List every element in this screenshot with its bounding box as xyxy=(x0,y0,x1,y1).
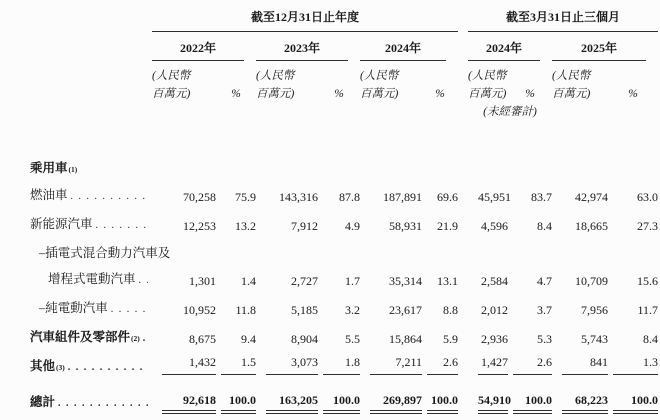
row-label-passenger-vehicles: 乘用車 xyxy=(30,161,68,175)
pct-symbol-2023: % xyxy=(334,88,344,100)
nev-q1-2025-amount: 18,665 xyxy=(575,219,609,233)
fuel-fy2022-pct: 75.9 xyxy=(235,190,256,204)
total-fy2024-pct: 100.0 xyxy=(427,393,458,411)
year-header-2024: 2024年 xyxy=(360,32,446,61)
row-passenger-vehicles: 乘用車 (1) xyxy=(30,161,78,175)
fuel-fy2022-amount: 70,258 xyxy=(183,190,216,204)
phev-fy2023-amount: 2,727 xyxy=(291,274,318,288)
phev-fy2024-pct: 13.1 xyxy=(437,274,459,288)
row-phev-erev xyxy=(30,234,658,289)
row-bev xyxy=(30,289,658,318)
year-header-2022: 2022年 xyxy=(152,32,244,61)
unit-rmb-2022: (人民幣 xyxy=(152,70,191,82)
bev-q1-2025-pct: 11.7 xyxy=(637,303,659,317)
row-label-fuel-vehicles: 燃油車 xyxy=(30,188,68,202)
parts-q1-2025-amount: 5,743 xyxy=(581,332,609,346)
fuel-fy2024-pct: 69.6 xyxy=(437,190,459,204)
fuel-q1-2025-amount: 42,974 xyxy=(575,190,609,204)
unit-millions-q1-2024: 百萬元) xyxy=(468,88,507,100)
nev-fy2023-amount: 7,912 xyxy=(291,219,318,233)
parts-fy2023-pct: 5.5 xyxy=(345,332,360,346)
year-header-q1-2024: 2024年 xyxy=(468,32,540,61)
nev-fy2024-amount: 58,931 xyxy=(389,219,422,233)
parts-fy2024-pct: 5.9 xyxy=(443,332,459,346)
row-label-phev-line1: –插電式混合動力汽車及 xyxy=(39,246,171,260)
row-auto-parts: 汽車組件及零部件 (2) . . . 8,675 9.4 8,904 5.5 15,864 5.9 2,936 5.3 5,743 8.4 xyxy=(30,318,658,347)
parts-fy2022-amount: 8,675 xyxy=(189,332,216,346)
bev-q1-2024-pct: 3.7 xyxy=(537,303,553,317)
section-title-annual: 截至12月31日止年度 xyxy=(152,6,458,32)
bev-fy2023-pct: 3.2 xyxy=(345,303,360,317)
others-q1-2025-amount: 841 xyxy=(562,355,608,375)
bev-fy2022-pct: 11.8 xyxy=(235,303,256,317)
phev-fy2024-amount: 35,314 xyxy=(389,274,422,288)
unit-rmb-q1-2025: (人民幣 xyxy=(552,70,591,82)
fuel-fy2023-pct: 87.8 xyxy=(339,190,360,204)
pct-symbol-q1-2025: % xyxy=(628,88,638,100)
bev-q1-2025-amount: 7,956 xyxy=(581,303,609,317)
nev-fy2024-pct: 21.9 xyxy=(437,219,459,233)
parts-q1-2024-pct: 5.3 xyxy=(537,332,553,346)
total-q1-2024-pct: 100.0 xyxy=(513,393,552,411)
parts-fy2024-amount: 15,864 xyxy=(389,332,422,346)
others-fy2024-pct: 2.6 xyxy=(427,355,458,375)
unit-rmb-q1-2024: (人民幣 xyxy=(468,70,507,82)
row-label-bev: –純電動汽車 xyxy=(39,301,108,315)
parts-q1-2025-pct: 8.4 xyxy=(643,332,659,346)
dot-leader xyxy=(71,188,148,204)
bev-fy2024-pct: 8.8 xyxy=(443,303,459,317)
row-label-auto-parts: 汽車組件及零部件 xyxy=(30,330,131,344)
phev-fy2023-pct: 1.7 xyxy=(345,274,360,288)
fuel-fy2023-amount: 143,316 xyxy=(279,190,318,204)
bev-fy2023-amount: 5,185 xyxy=(291,303,318,317)
section-title-quarterly: 截至3月31日止三個月 xyxy=(468,6,658,32)
unit-millions-2024: 百萬元) xyxy=(360,88,399,100)
phev-q1-2024-amount: 2,584 xyxy=(481,274,509,288)
others-q1-2024-pct: 2.6 xyxy=(513,355,552,375)
fuel-q1-2024-amount: 45,951 xyxy=(478,190,512,204)
unit-rmb-2024: (人民幣 xyxy=(360,70,399,82)
phev-fy2022-pct: 1.4 xyxy=(241,274,256,288)
revenue-breakdown-table xyxy=(30,6,658,412)
fuel-q1-2025-pct: 63.0 xyxy=(637,190,659,204)
row-fuel-vehicles xyxy=(30,176,658,205)
total-fy2024-amount: 269,897 xyxy=(370,393,422,411)
row-label-nev: 新能源汽車 xyxy=(30,217,93,231)
total-q1-2025-amount: 68,223 xyxy=(562,393,608,411)
others-q1-2025-pct: 1.3 xyxy=(613,355,658,375)
nev-fy2022-pct: 13.2 xyxy=(235,219,256,233)
total-fy2023-pct: 100.0 xyxy=(323,393,360,411)
pct-symbol-2022: % xyxy=(231,88,241,100)
others-fy2022-amount: 1,432 xyxy=(162,355,216,375)
unaudited-row xyxy=(30,101,658,119)
others-fy2023-pct: 1.8 xyxy=(323,355,360,375)
nev-q1-2025-pct: 27.3 xyxy=(637,219,659,233)
pct-symbol-2024: % xyxy=(435,88,445,100)
dot-leader xyxy=(96,217,148,233)
phev-fy2022-amount: 1,301 xyxy=(189,274,216,288)
others-fy2023-amount: 3,073 xyxy=(266,355,318,375)
dot-leader xyxy=(139,272,148,288)
bev-fy2022-amount: 10,952 xyxy=(183,303,216,317)
row-label-others: 其他 xyxy=(30,359,56,373)
row-nev xyxy=(30,205,658,234)
unit-millions-2022: 百萬元) xyxy=(152,88,191,100)
parts-fy2022-pct: 9.4 xyxy=(241,332,256,346)
parts-q1-2024-amount: 2,936 xyxy=(481,332,509,346)
year-header-q1-2025: 2025年 xyxy=(552,32,646,61)
row-label-phev-line2: 增程式電動汽車 xyxy=(48,272,136,286)
bev-q1-2024-amount: 2,012 xyxy=(481,303,509,317)
total-fy2022-pct: 100.0 xyxy=(221,393,256,411)
total-fy2023-amount: 163,205 xyxy=(266,393,318,411)
parts-fy2023-amount: 8,904 xyxy=(291,332,318,346)
year-header-row xyxy=(30,32,658,61)
dot-leader xyxy=(68,359,148,375)
nev-fy2023-pct: 4.9 xyxy=(345,219,360,233)
section-header-row xyxy=(30,6,658,32)
unit-millions-2023: 百萬元) xyxy=(256,88,295,100)
others-q1-2024-amount: 1,427 xyxy=(478,355,508,375)
total-fy2022-amount: 92,618 xyxy=(162,393,216,411)
phev-q1-2024-pct: 4.7 xyxy=(537,274,553,288)
phev-q1-2025-pct: 15.6 xyxy=(637,274,659,288)
unit-millions-q1-2025: 百萬元) xyxy=(552,88,591,100)
fuel-q1-2024-pct: 83.7 xyxy=(531,190,553,204)
bev-fy2024-amount: 23,617 xyxy=(389,303,422,317)
unit-rmb-2023: (人民幣 xyxy=(256,70,295,82)
dot-leader xyxy=(58,395,148,411)
nev-q1-2024-pct: 8.4 xyxy=(537,219,553,233)
units-row-top xyxy=(30,61,658,83)
pct-symbol-q1-2024: % xyxy=(525,88,535,100)
fuel-fy2024-amount: 187,891 xyxy=(383,190,422,204)
total-q1-2024-amount: 54,910 xyxy=(478,393,508,411)
dot-leader xyxy=(143,330,148,346)
units-row-bottom xyxy=(30,83,658,101)
year-header-2023: 2023年 xyxy=(256,32,348,61)
row-total xyxy=(30,376,658,412)
row-label-total: 總計 xyxy=(30,395,56,409)
unaudited-note: (未經審計) xyxy=(483,106,537,118)
dot-leader xyxy=(111,301,148,317)
others-fy2024-amount: 7,211 xyxy=(370,355,422,375)
row-others: 其他 (3) . . . 1,432 1.5 3,073 1.8 7,211 2.6 1,427 2.6 841 1.3 xyxy=(30,347,658,376)
total-q1-2025-pct: 100.0 xyxy=(613,393,658,411)
phev-q1-2025-amount: 10,709 xyxy=(575,274,609,288)
nev-q1-2024-amount: 4,596 xyxy=(481,219,509,233)
others-fy2022-pct: 1.5 xyxy=(221,355,256,375)
nev-fy2022-amount: 12,253 xyxy=(183,219,216,233)
